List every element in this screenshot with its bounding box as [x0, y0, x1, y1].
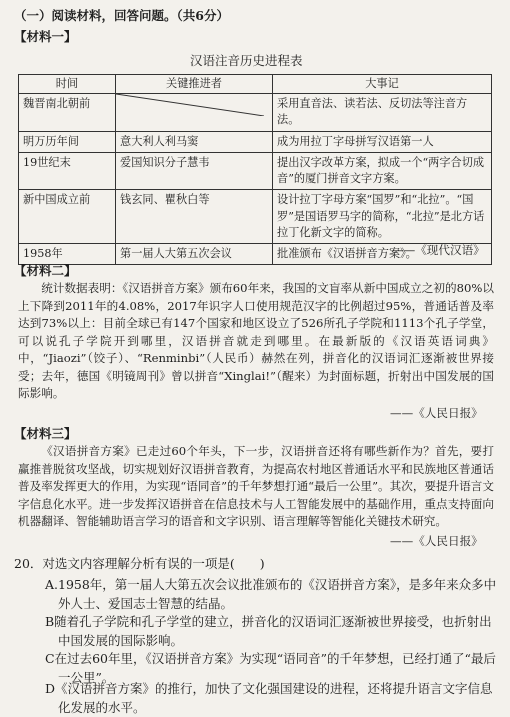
material2-label: 【材料二】: [14, 263, 77, 278]
time-cell: 魏晋南北朝前: [19, 94, 116, 131]
time-cell: 19世纪末: [19, 152, 116, 189]
option-text: D《汉语拼音方案》的推行，加快了文化强国建设的进程，还将提升语言文字信息化发展的水平。: [45, 681, 493, 715]
person-cell: 第一届人大第五次会议: [116, 244, 273, 265]
table-title: 汉语注音历史进程表: [190, 53, 303, 68]
option-b: [45, 612, 497, 650]
option-text: A.1958年，第一届人大第五次会议批准颁布的《汉语拼音方案》，是多年来众多中外人士、爱国志士智慧的结晶。: [45, 577, 497, 611]
event-cell: 成为用拉丁字母拼写汉语第一人: [273, 131, 492, 152]
option-a: [45, 575, 497, 613]
history-table: [18, 74, 492, 265]
material3-source: ——《人民日报》: [390, 534, 483, 548]
time-cell: 新中国成立前: [19, 190, 116, 244]
table-row: [19, 131, 492, 152]
material3-text: 《汉语拼音方案》已走过60个年头，下一步，汉语拼音还将有哪些新作为？首先，要打赢推普脱贫攻坚战，切实规划好汉语拼音教育，为提高农村地区普通话水平和民族地区普通话普及率发挥更大的作用，为实现“语同音”的千年梦想打通“最后一公里”。其次，要提升语言文字信息化水平。进一步发挥汉语拼音在信息技术与人工智能发展中的基础作用，重点支持面向机器翻译、智能辅助语言学习的语音和文字识别、语言理解等智能化关键技术研究。: [18, 444, 494, 528]
event-cell: 批准颁布《汉语拼音方案》。: [273, 244, 492, 265]
table-row: [19, 94, 492, 131]
option-text: B随着孔子学院和孔子学堂的建立，拼音化的汉语词汇逐渐被世界接受，也折射出中国发展的国际影响。: [45, 614, 492, 648]
person-cell: [116, 94, 273, 131]
option-d: [45, 679, 497, 717]
material2-text: 统计数据表明：《汉语拼音方案》颁布60年来，我国的文盲率从新中国成立之初的80%以上下降到2011年的4.08%，2017年识字人口使用规范汉字的比例超过95%，普通话普及率达到73%以上：目前全球已有147个国家和地区设立了526所孔子学院和1113个孔子学堂，可以说孔子学院开到哪里，汉语拼音就走到哪里。在最新版的《汉语英语词典》中，“Jiaozi”（饺子）、“Renminbi”（人民币）赫然在列，拼音化的汉语词汇逐渐被世界接受；去年，德国《明镜周刊》曾以拼音“Xinglai!”（醒来）为封面标题，折射出中国发展的国际影响。: [18, 281, 494, 400]
table-header: 时间: [19, 75, 116, 94]
material1-source: ——《现代汉语》: [392, 243, 485, 257]
table-header: 大事记: [273, 75, 492, 94]
table-header-row: [19, 75, 492, 94]
material1-label: 【材料一】: [14, 29, 77, 44]
option-text: C在过去60年里，《汉语拼音方案》为实现“语同音”的千年梦想，已经打通了“最后一公里”。: [45, 651, 496, 685]
section-title: （一）阅读材料，回答问题。（共6分）: [14, 8, 229, 23]
table-row: [19, 152, 492, 189]
event-cell: 提出汉字改革方案，拟成一个“两字合切成音”的厦门拼音文字方案。: [273, 152, 492, 189]
event-cell: 采用直音法、读若法、反切法等注音方法。: [273, 94, 492, 131]
time-cell: 1958年: [19, 244, 116, 265]
person-cell: 爱国知识分子慧韦: [116, 152, 273, 189]
material3-label: 【材料三】: [14, 426, 77, 441]
person-cell: 意大利人利马窦: [116, 131, 273, 152]
table-header: 关键推进者: [116, 75, 273, 94]
question-stem: 20．对选文内容理解分析有误的一项是( ): [14, 556, 265, 571]
time-cell: 明万历年间: [19, 131, 116, 152]
event-cell: 设计拉丁字母方案“国罗”和“北拉”。“国罗”是国语罗马字的简称，“北拉”是北方话拉丁化新文字的简称。: [273, 190, 492, 244]
material2-source: ——《人民日报》: [390, 406, 483, 420]
table-row: [19, 190, 492, 244]
person-cell: 钱玄同、瞿秋白等: [116, 190, 273, 244]
diagonal-line: [116, 94, 264, 116]
